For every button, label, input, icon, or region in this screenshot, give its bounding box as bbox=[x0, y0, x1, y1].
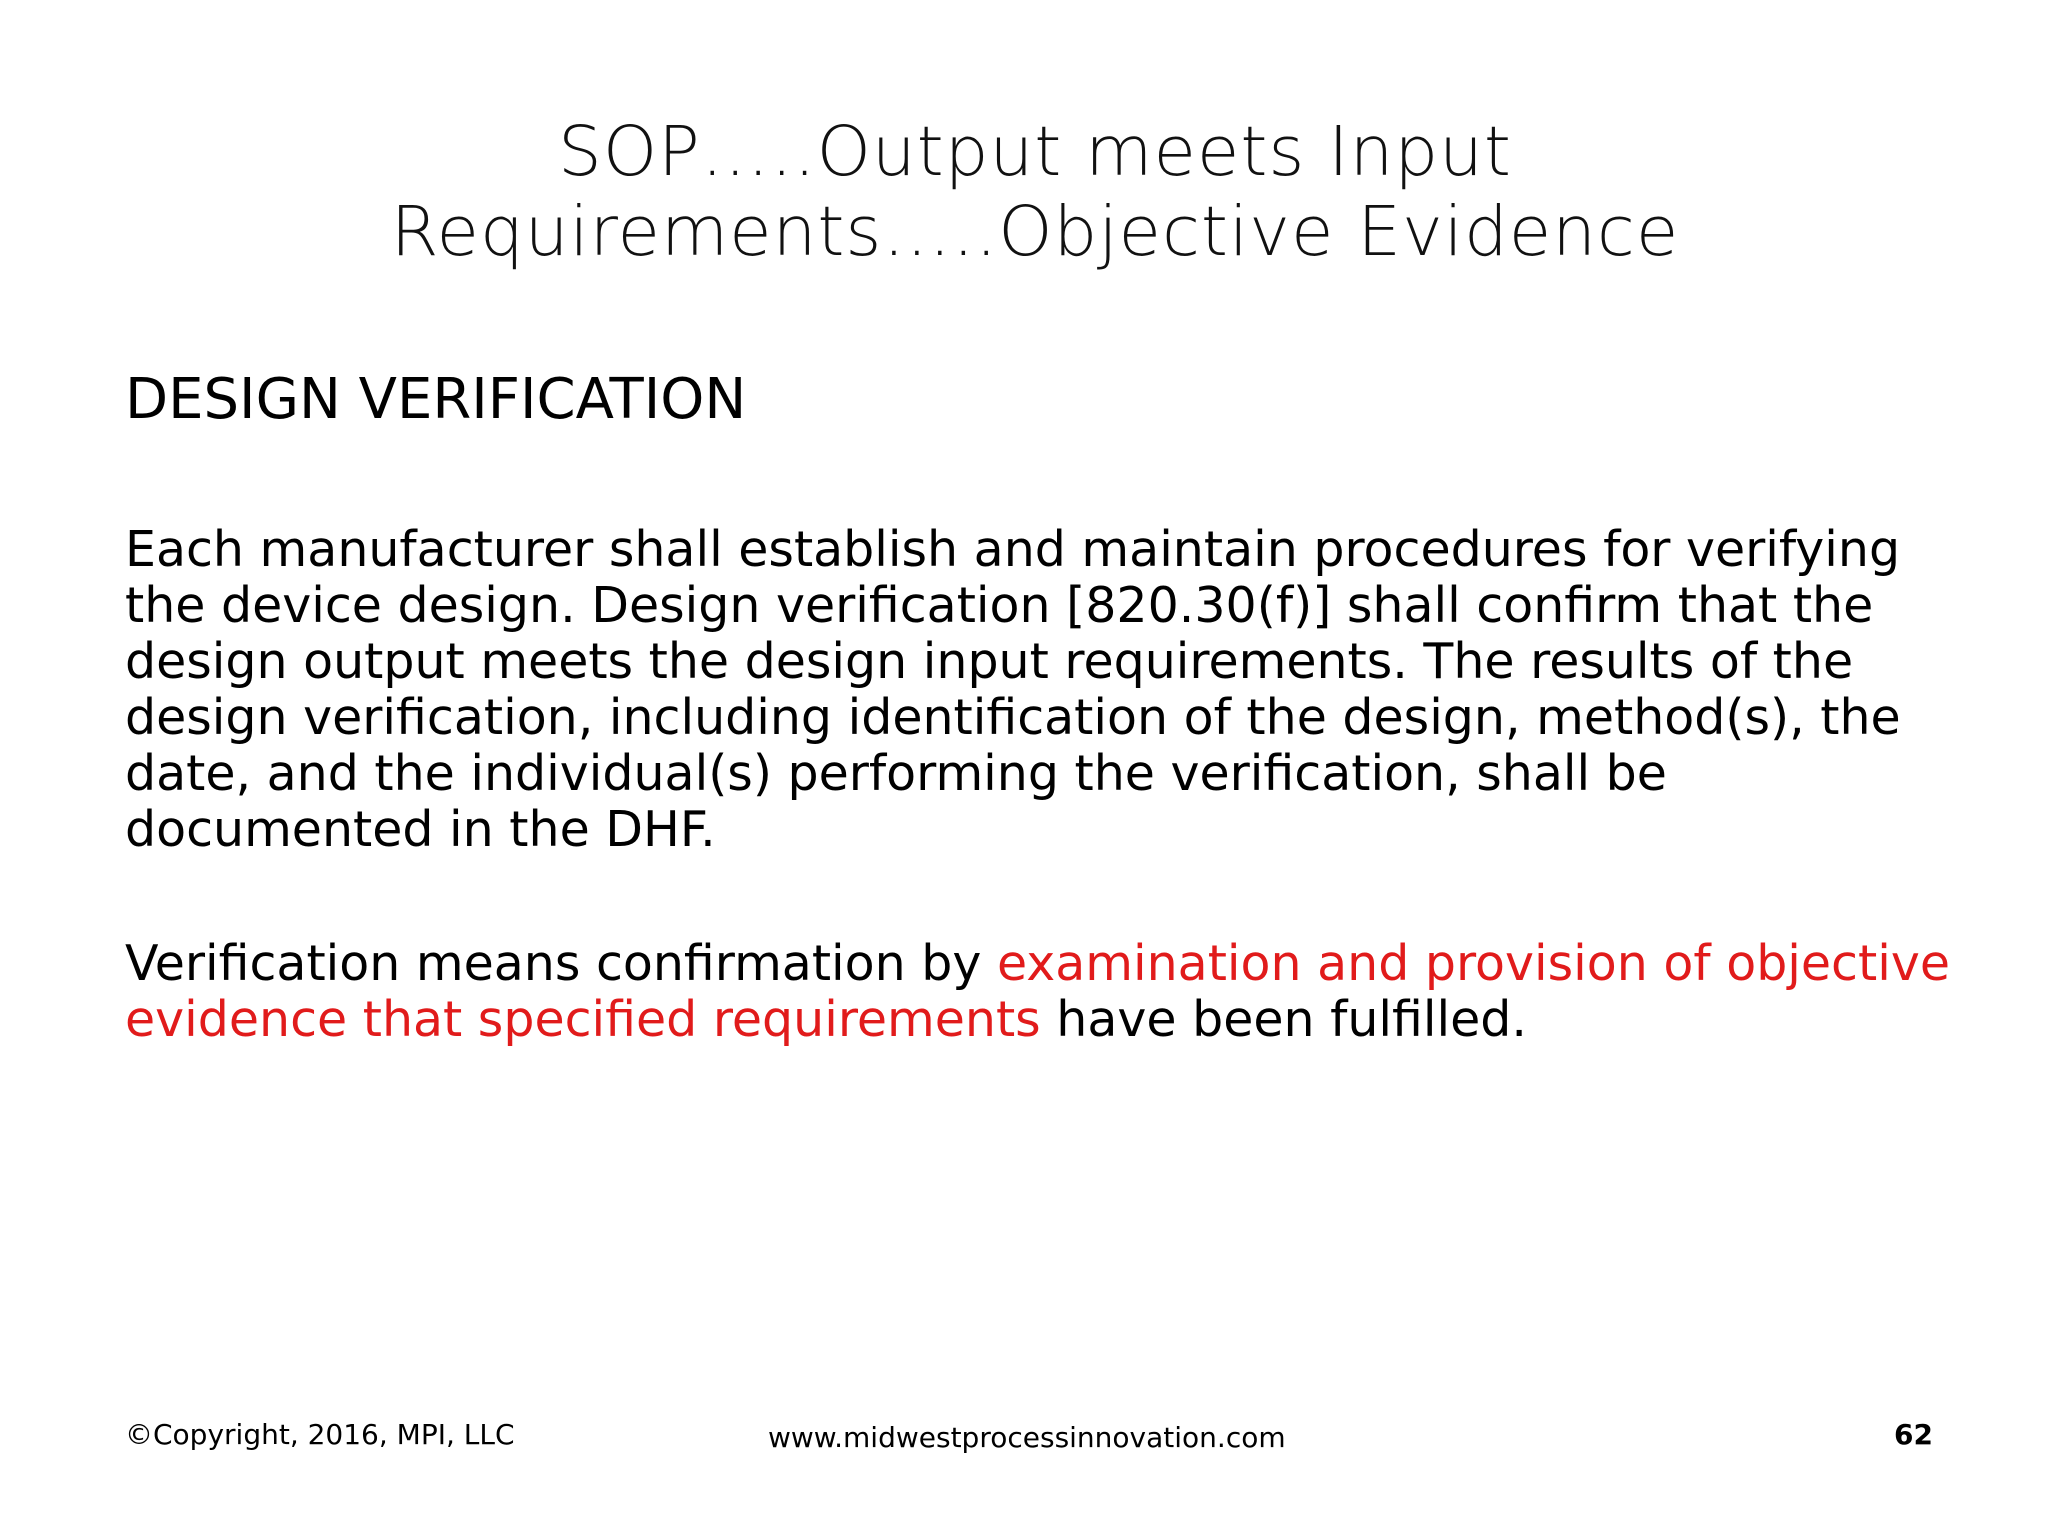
footer-website: www.midwestprocessinnovation.com bbox=[768, 1421, 1286, 1454]
body-paragraph-1: Each manufacturer shall establish and maintain procedures for verifying the device design. Design verification [820.30(f)] shall confirm that the design output meets the design input requirements. The results of the design verification, including identification of the design, method(s), the date, and the individual(s) performing the verification, shall be documented in the DHF. bbox=[125, 521, 1901, 858]
page-number: 62 bbox=[1894, 1418, 1933, 1451]
paragraph-2-highlight: examination and provision of objective evidence that specified requirements bbox=[125, 935, 1950, 1048]
paragraph-2-text-start: Verification means confirmation by bbox=[125, 935, 997, 992]
section-heading: DESIGN VERIFICATION bbox=[125, 367, 747, 432]
slide-title: SOP…..Output meets Input Requirements…..Objective Evidence bbox=[390, 112, 1680, 272]
paragraph-2-text-end: have been fulfilled. bbox=[1040, 991, 1527, 1048]
footer-copyright: ©Copyright, 2016, MPI, LLC bbox=[125, 1418, 515, 1451]
body-paragraph-2 bbox=[125, 936, 1955, 1048]
